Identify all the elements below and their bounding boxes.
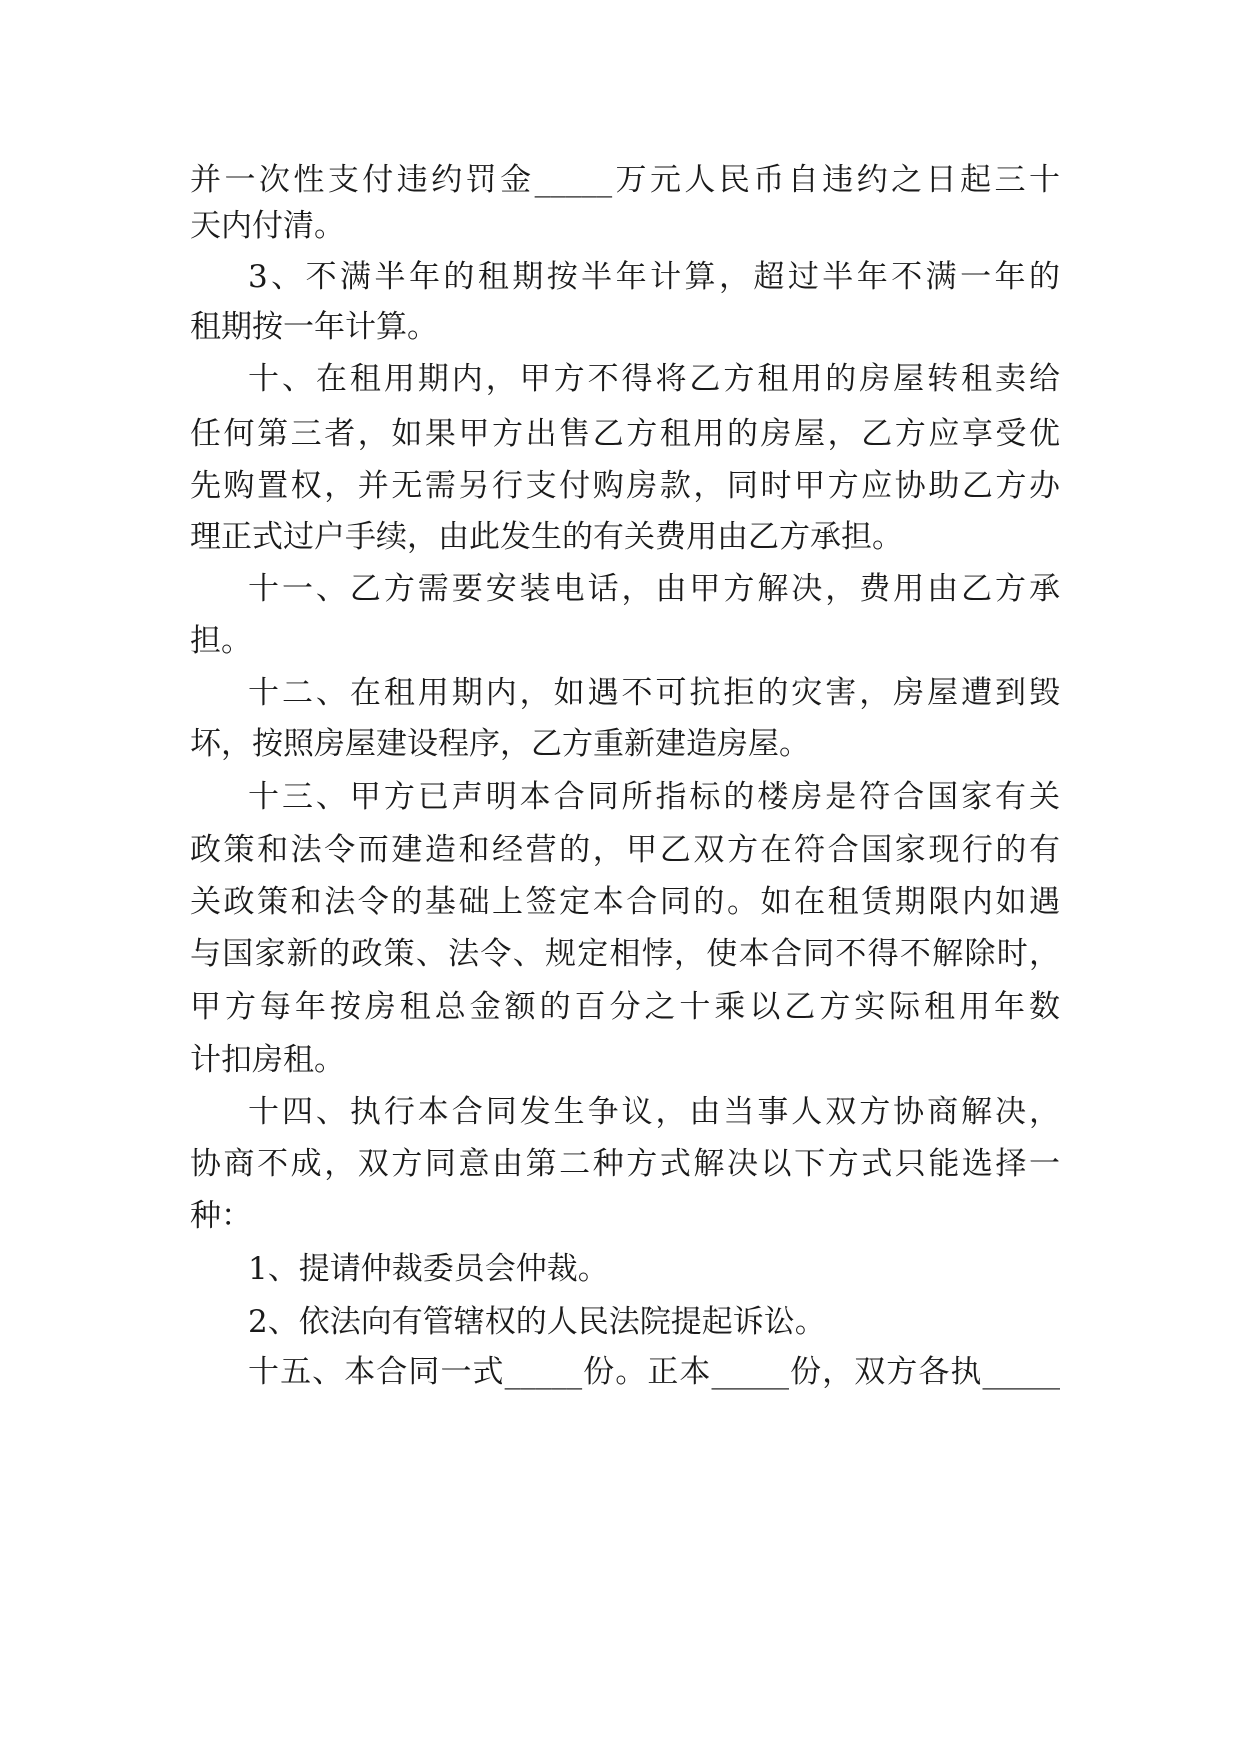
document-line: 计扣房租。 [190,1042,345,1078]
document-line: 十一、乙方需要安装电话，由甲方解决，费用由乙方承 [248,571,1060,607]
document-line: 租期按一年计算。 [190,309,438,345]
document-line: 甲方每年按房租总金额的百分之十乘以乙方实际租用年数 [190,989,1060,1025]
document-line: 先购置权，并无需另行支付购房款，同时甲方应协助乙方办 [190,468,1060,504]
document-line: 天内付清。 [190,208,345,244]
document-line: 任何第三者，如果甲方出售乙方租用的房屋，乙方应享受优 [190,416,1060,452]
document-line: 十五、本合同一式_____份。正本_____份，双方各执_____ [248,1354,1060,1390]
document-line: 协商不成，双方同意由第二种方式解决以下方式只能选择一 [190,1146,1060,1182]
document-line: 坏，按照房屋建设程序，乙方重新建造房屋。 [190,726,810,762]
document-line: 与国家新的政策、法令、规定相悖，使本合同不得不解除时， [190,936,1060,972]
document-line: 2、依法向有管辖权的人民法院提起诉讼。 [248,1304,826,1340]
document-line: 政策和法令而建造和经营的，甲乙双方在符合国家现行的有 [190,832,1060,868]
document-line: 十二、在租用期内，如遇不可抗拒的灾害，房屋遭到毁 [248,675,1060,711]
document-line: 十三、甲方已声明本合同所指标的楼房是符合国家有关 [248,779,1060,815]
document-line: 关政策和法令的基础上签定本合同的。如在租赁期限内如遇 [190,884,1060,920]
document-line: 十四、执行本合同发生争议，由当事人双方协商解决， [248,1094,1060,1130]
document-line: 十、在租用期内，甲方不得将乙方租用的房屋转租卖给 [248,361,1060,397]
document-line: 种： [190,1198,252,1234]
document-line: 3、不满半年的租期按半年计算，超过半年不满一年的 [248,259,1060,295]
document-line: 1、提请仲裁委员会仲裁。 [248,1251,609,1287]
document-line: 担。 [190,623,252,659]
document-line: 并一次性支付违约罚金_____万元人民币自违约之日起三十 [190,162,1060,198]
document-line: 理正式过户手续，由此发生的有关费用由乙方承担。 [190,519,903,555]
